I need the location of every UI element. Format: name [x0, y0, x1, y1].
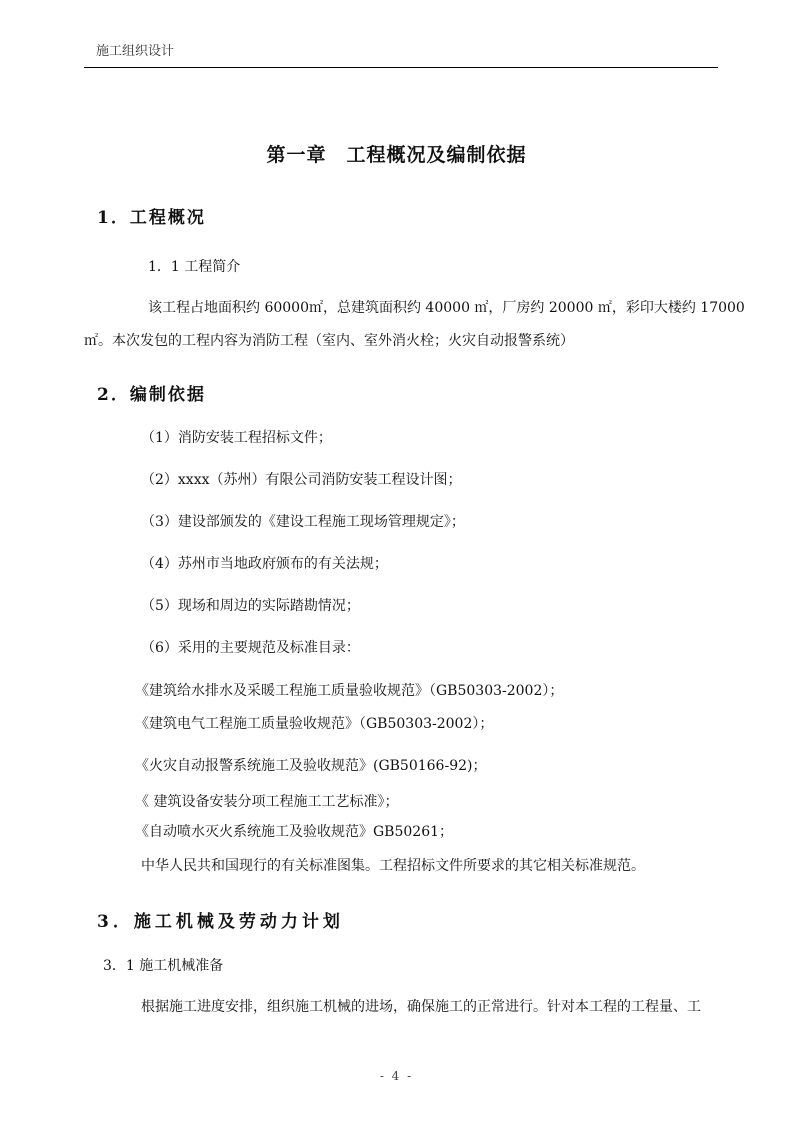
- section-3-paragraph: 根据施工进度安排，组织施工机械的进场，确保施工的正常进行。针对本工程的工程量、工: [141, 999, 701, 1015]
- chapter-title: 第一章 工程概况及编制依据: [266, 144, 527, 166]
- section-1-heading: 1．工程概况: [97, 208, 206, 228]
- section-2-heading: 2．编制依据: [97, 385, 206, 405]
- basis-item-5: （5）现场和周边的实际踏勘情况；: [141, 598, 360, 614]
- section-3-1-subheading: 3．1 施工机械准备: [103, 958, 224, 974]
- standards-closing-line: 中华人民共和国现行的有关标准图集。工程招标文件所要求的其它相关标准规范。: [141, 858, 645, 874]
- standard-item-4: 《 建筑设备安装分项工程施工工艺标准》；: [135, 794, 399, 810]
- basis-item-3: （3）建设部颁发的《建设工程施工现场管理规定》；: [141, 514, 465, 530]
- page-header-title: 施工组织设计: [96, 44, 175, 59]
- basis-item-6: （6）采用的主要规范及标准目录：: [141, 640, 360, 656]
- basis-item-2: （2）xxxx（苏州）有限公司消防安装工程设计图；: [141, 472, 462, 488]
- basis-item-4: （4）苏州市当地政府颁布的有关法规；: [141, 556, 388, 572]
- standard-item-2: 《建筑电气工程施工质量验收规范》（GB50303-2002）；: [135, 716, 494, 732]
- section-3-heading: 3．施工机械及劳动力计划: [97, 912, 344, 932]
- section-1-paragraph-line-1: 该工程占地面积约 60000㎡，总建筑面积约 40000 ㎡，厂房约 20000 ㎡，彩印大楼约 17000: [148, 300, 745, 316]
- page-number: - 4 -: [379, 1069, 414, 1083]
- basis-item-1: （1）消防安装工程招标文件；: [141, 430, 332, 446]
- header-rule: [84, 67, 718, 68]
- standard-item-1: 《建筑给水排水及采暖工程施工质量验收规范》（GB50303-2002）；: [135, 683, 564, 699]
- standard-item-3: 《火灾自动报警系统施工及验收规范》(GB50166-92)；: [135, 758, 487, 774]
- section-1-1-subheading: 1．1 工程简介: [148, 259, 241, 275]
- section-1-paragraph-line-2: ㎡。本次发包的工程内容为消防工程（室内、室外消火栓；火灾自动报警系统）: [84, 333, 574, 349]
- standard-item-5: 《自动喷水灭火系统施工及验收规范》GB50261；: [135, 824, 454, 840]
